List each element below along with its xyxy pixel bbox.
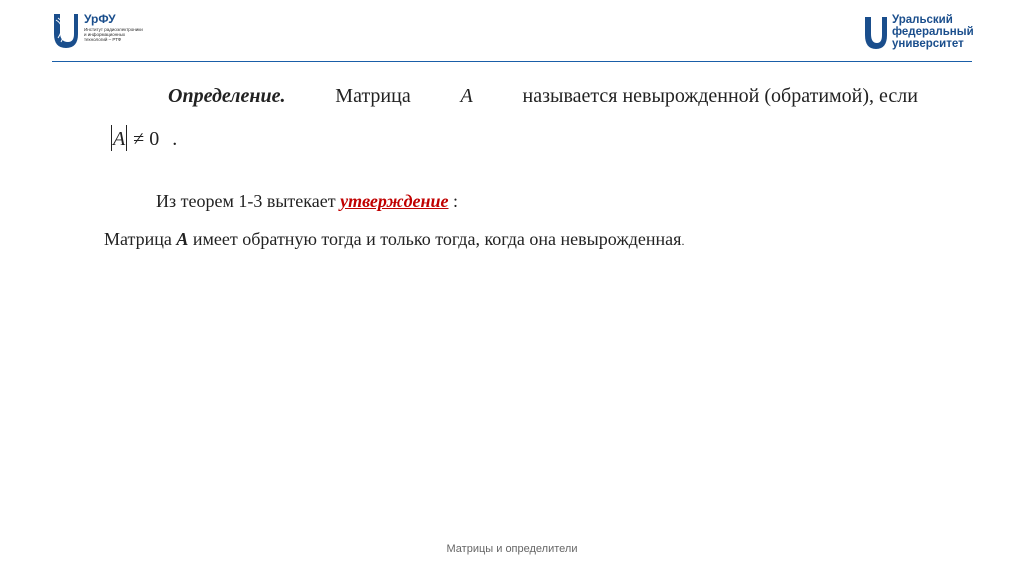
logo-title: УрФУ [84,12,116,26]
abs-bar-left [111,125,112,151]
formula-end: . [172,128,178,150]
definition-variable: A [460,85,473,107]
definition-label: Определение. [168,85,286,107]
university-name-line-2: федеральный [892,26,974,38]
definition-line [168,85,918,108]
university-name-line-1: Уральский [892,14,953,26]
abs-bar-right [126,125,127,151]
slide-footer: Матрицы и определители [446,543,578,555]
result-text: имеет обратную тогда и только тогда, когда она невырожденная [192,229,682,249]
theorem-line [156,191,458,212]
urfu-institute-logo [52,12,142,52]
theorem-prefix: Из теорем 1-3 вытекает [156,191,336,211]
determinant-formula [110,125,177,151]
university-name-line-3: университет [892,38,964,50]
header-divider [52,61,972,62]
urfu-u-logo-icon [864,16,888,50]
result-line [104,229,684,250]
formula-variable: A [113,128,126,150]
formula-value: 0 [149,128,160,150]
theorem-suffix: : [448,191,459,211]
urfu-u-logo-icon [52,12,80,50]
result-prefix: Матрица [104,229,172,249]
urfu-university-logo [864,14,984,54]
result-variable: A [176,229,189,249]
logo-subtitle: Институт радиоэлектроники и информационных технологий – РТФ [84,27,143,42]
definition-text: называется невырожденной (обратимой), если [522,85,918,107]
formula-relation: ≠ [133,128,145,150]
definition-word-matrix: Матрица [335,85,411,107]
result-end: . [681,234,685,248]
statement-label: утверждение [340,191,449,211]
university-name [892,14,974,50]
